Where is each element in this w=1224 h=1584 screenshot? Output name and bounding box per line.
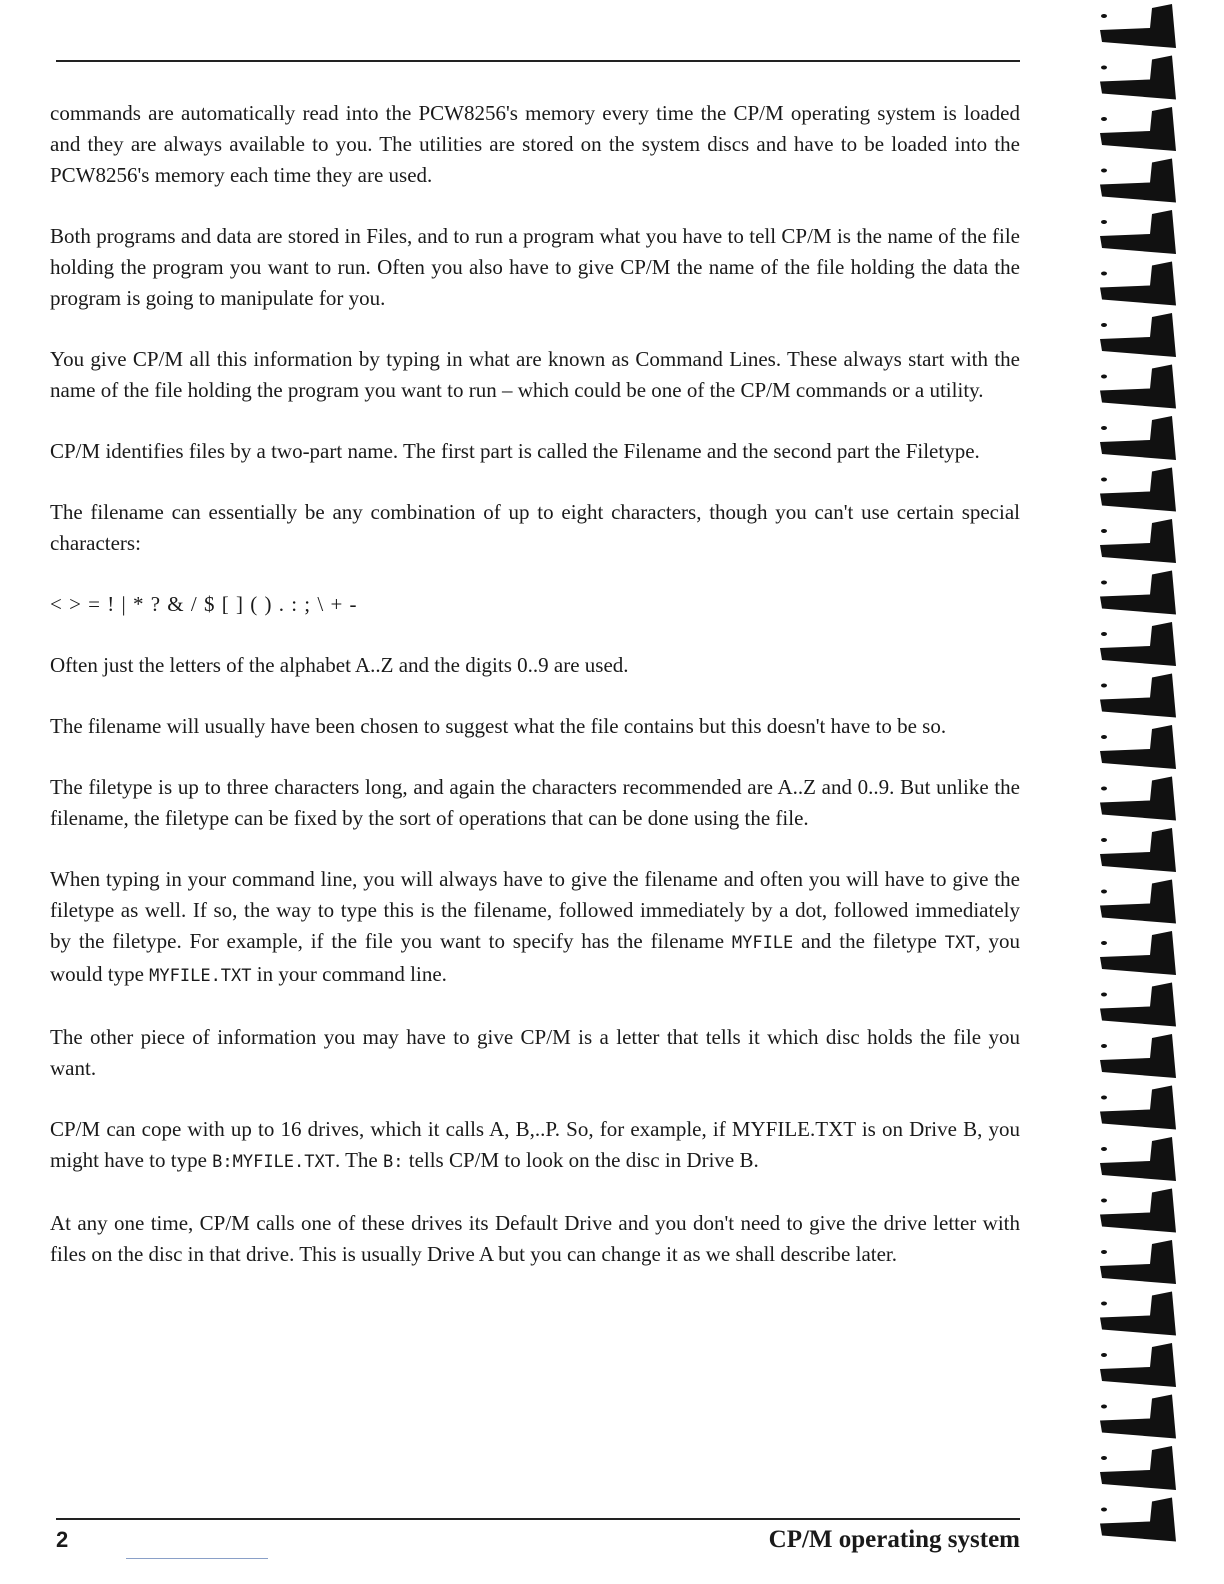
code-b-myfile-txt: B:MYFILE.TXT [212, 1152, 335, 1172]
binding-hole [1101, 1044, 1107, 1048]
paragraph-disc-letter: The other piece of information you may have to give CP/M is a letter that tells it which disc holds the file you want. [50, 1025, 1020, 1080]
binding-hole [1101, 684, 1107, 688]
binding-hole [1101, 735, 1107, 739]
binding-ring [1100, 107, 1176, 151]
binding-ring [1100, 1240, 1176, 1284]
binding-hole [1101, 1456, 1107, 1460]
running-title: CP/M operating system [768, 1526, 1020, 1553]
binding-ring [1100, 777, 1176, 821]
drives-text-2: . The [334, 1148, 383, 1172]
binding-ring [1100, 828, 1176, 872]
binding-ring [1100, 1189, 1176, 1233]
binding-ring [1100, 725, 1176, 769]
binding-ring [1100, 1395, 1176, 1439]
binding-hole [1101, 993, 1107, 997]
binding-ring [1100, 571, 1176, 615]
paragraph-commands: commands are automatically read into the PCW8256's memory every time the CP/M operating system is loaded and they are always available to you. The utilities are stored on the system discs and have to be loaded into the PCW8256's memory each time they are used. [50, 101, 1020, 187]
binding-ring [1100, 210, 1176, 254]
binding-ring [1100, 365, 1176, 409]
paragraph-command-lines: You give CP/M all this information by typing in what are known as Command Lines. These always start with the name of the file holding the program you want to run – which could be one of the CP/M commands or a utility. [50, 347, 1020, 402]
binding-hole [1101, 220, 1107, 224]
page-body [50, 98, 1020, 1300]
code-b: B: [383, 1152, 404, 1172]
binding-hole [1101, 941, 1107, 945]
binding-hole [1101, 478, 1107, 482]
binding-ring [1100, 56, 1176, 100]
paragraph-drives [50, 1114, 1020, 1178]
binding-ring [1100, 519, 1176, 563]
binding-ring [1100, 1343, 1176, 1387]
bottom-rule [56, 1518, 1020, 1520]
typing-text-3: , you would type [50, 929, 1020, 986]
typing-text-2: and the filetype [793, 929, 945, 953]
binding-ring [1100, 1086, 1176, 1130]
binding-ring [1100, 1446, 1176, 1490]
paragraph-typing-command-line [50, 864, 1020, 992]
binding-hole [1101, 426, 1107, 430]
binding-ring [1100, 983, 1176, 1027]
binding-ring [1100, 880, 1176, 924]
paragraph-default-drive: At any one time, CP/M calls one of these drives its Default Drive and you don't need to give the drive letter with files on the disc in that drive. This is usually Drive A but you can change it as we shall describe later. [50, 1211, 1020, 1266]
drives-text-1: CP/M can cope with up to 16 drives, which it calls A, B,..P. So, for example, if MYFILE.TXT is on Drive B, you might have to type [50, 1117, 1020, 1172]
page-number: 2 [56, 1527, 69, 1552]
binding-ring [1100, 1034, 1176, 1078]
paragraph-two-part-name: CP/M identifies files by a two-part name. The first part is called the Filename and the second part the Filetype. [50, 439, 980, 463]
paragraph-alphabet: Often just the letters of the alphabet A..Z and the digits 0..9 are used. [50, 653, 629, 677]
binding-ring [1100, 674, 1176, 718]
binding-hole [1101, 323, 1107, 327]
spiral-binding [1092, 0, 1224, 1584]
binding-hole [1101, 1508, 1107, 1512]
binding-hole [1101, 169, 1107, 173]
typing-text-1: When typing in your command line, you will always have to give the filename and often you will have to give the filetype as well. If so, the way to type this is the filename, followed immediately by a dot, followed immediately by the filetype. For example, if the file you want to specify has the filename [50, 867, 1020, 953]
binding-ring [1100, 1498, 1176, 1542]
binding-hole [1101, 787, 1107, 791]
code-myfile-txt: MYFILE.TXT [149, 966, 252, 986]
binding-hole [1101, 1250, 1107, 1254]
binding-hole [1101, 1147, 1107, 1151]
typing-text-4: in your command line. [251, 962, 447, 986]
binding-hole [1101, 1096, 1107, 1100]
binding-ring [1100, 1137, 1176, 1181]
binding-ring [1100, 262, 1176, 306]
binding-hole [1101, 117, 1107, 121]
paragraph-filetype: The filetype is up to three characters long, and again the characters recommended are A..Z and 0..9. But unlike the filename, the filetype can be fixed by the sort of operations that can be done using the file. [50, 775, 1020, 830]
top-rule [56, 60, 1020, 62]
code-myfile: MYFILE [731, 933, 794, 953]
page-footer [56, 1526, 1020, 1554]
binding-hole [1101, 375, 1107, 379]
binding-hole [1101, 14, 1107, 18]
binding-hole [1101, 1199, 1107, 1203]
binding-ring [1100, 416, 1176, 460]
drives-text-3: tells CP/M to look on the disc in Drive B. [403, 1148, 759, 1172]
binding-ring [1100, 1292, 1176, 1336]
binding-hole [1101, 272, 1107, 276]
binding-ring [1100, 313, 1176, 357]
binding-ring [1100, 4, 1176, 48]
paragraph-filename-suggest: The filename will usually have been chosen to suggest what the file contains but this doesn't have to be so. [50, 714, 947, 738]
binding-hole [1101, 581, 1107, 585]
binding-hole [1101, 632, 1107, 636]
code-txt: TXT [944, 933, 976, 953]
binding-ring [1100, 159, 1176, 203]
binding-hole [1101, 890, 1107, 894]
binding-ring [1100, 931, 1176, 975]
paragraph-filename: The filename can essentially be any combination of up to eight characters, though you can't use certain special characters: [50, 500, 1020, 555]
binding-ring [1100, 622, 1176, 666]
binding-hole [1101, 1353, 1107, 1357]
scan-mark [126, 1558, 268, 1559]
binding-hole [1101, 1405, 1107, 1409]
binding-hole [1101, 66, 1107, 70]
binding-hole [1101, 529, 1107, 533]
special-characters: < > = ! | * ? & / $ [ ] ( ) . : ; \ + - [50, 592, 357, 616]
binding-hole [1101, 1302, 1107, 1306]
paragraph-files: Both programs and data are stored in Files, and to run a program what you have to tell CP/M is the name of the file holding the program you want to run. Often you also have to give CP/M the name of the file holding the data the program is going to manipulate for you. [50, 224, 1020, 310]
binding-ring [1100, 468, 1176, 512]
binding-hole [1101, 838, 1107, 842]
